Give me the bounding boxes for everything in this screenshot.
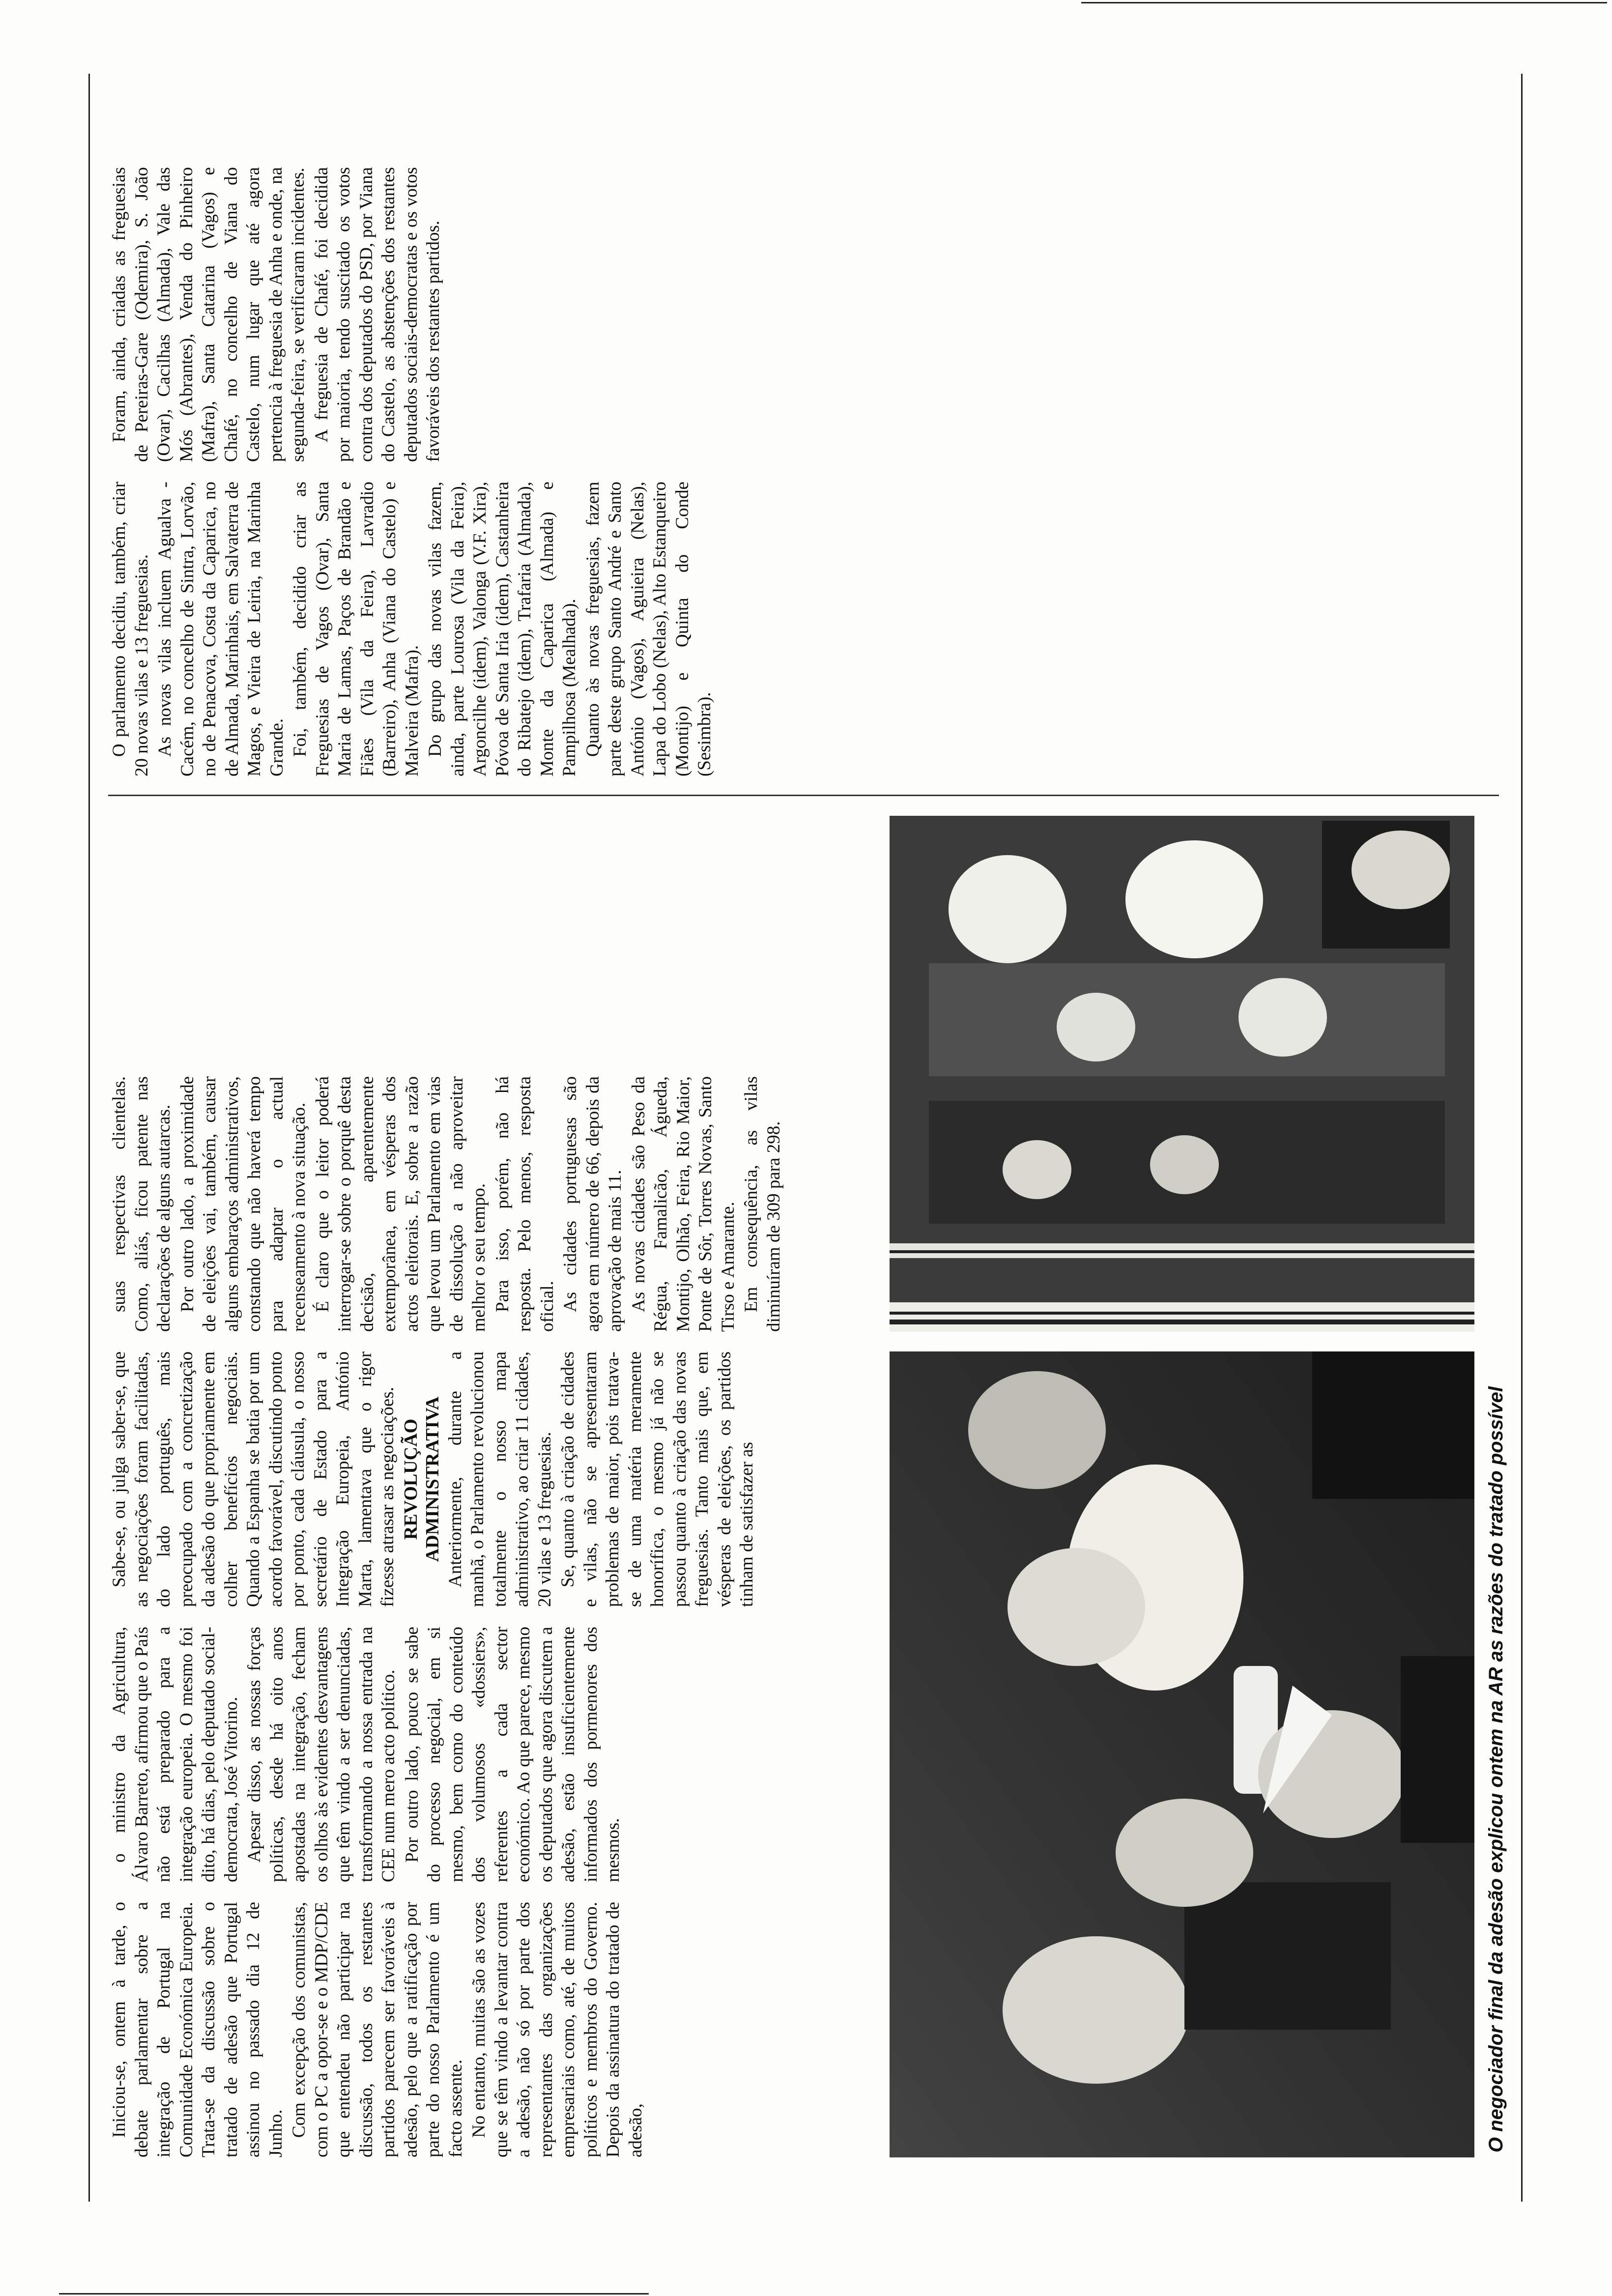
col4-paragraph: suas respectivas clientelas. Como, aliás, ficou patente nas declarações de alguns autarcas. xyxy=(109,1076,174,1332)
col4-paragraph: As cidades portuguesas são agora em número de 66, depois da aprovação de mais 11. xyxy=(560,1076,625,1332)
article-column-4 xyxy=(108,1076,875,1332)
column-divider xyxy=(108,795,1499,796)
article-column-1 xyxy=(108,1902,855,2157)
photo-parliament-right xyxy=(890,816,1474,1332)
col1-paragraph: Iniciou-se, ontem à tarde, o debate parlamentar sobre a integração de Portugal na Comunidade Económica Europeia. Trata-se da discussão sobre o tratado de adesão que Portugal assinou no passado dia 12 de Junho. xyxy=(109,1902,286,2157)
col6-paragraph: A freguesia de Chafé, foi decidida por maioria, tendo suscitado os votos contra dos deputados do PSD, por Viana do Castelo, as abstenções dos restantes deputados sociais-democratas e os votos favoráveis dos restantes partidos. xyxy=(311,167,443,462)
col3-paragraph: Sabe-se, ou julga saber-se, que as negociações foram facilitadas, do lado português, mais preocupado com a concretização da adesão do que propriamente em colher benefícios negociais. Quando a Espanha se batia por um acordo favorável, discutindo ponto por ponto, cada cláusula, o nosso secretário de Estado para a Integração Europeia, António Marta, lamentava que o rigor fizesse atrasar as negociações. xyxy=(109,1351,398,1607)
col5-paragraph: Quanto às novas freguesias, fazem parte deste grupo Santo André e Santo António (Vagos), Aguieira (Nelas), Lapa do Lobo (Nelas), Alto Estanqueiro (Montijo) e Quinta do Conde (Sesimbra). xyxy=(582,482,715,776)
bottom-border-line xyxy=(59,2293,649,2295)
photo-right-image xyxy=(890,816,1474,1332)
photo-caption: O negociador final da adesão explicou ontem na AR as razões do tratado possível xyxy=(1485,1386,1507,2152)
col4-paragraph: Em consequência, as vilas diminuíram de 309 para 298. xyxy=(741,1076,784,1332)
col6-paragraph: Foram, ainda, criadas as freguesias de Pereiras-Gare (Odemira), S. João (Ovar), Cacilhas (Almada), Vale das Mós (Abrantes), Venda do Pinheiro (Mafra), Santa Catarina (Vagos) e Chafé, no concelho de Viana do Castelo, num lugar que até agora pertencia à freguesia de Anha e onde, na segunda-feira, se verificaram incidentes. xyxy=(109,167,308,462)
col5-paragraph: O parlamento decidiu, também, criar 20 novas vilas e 13 freguesias. xyxy=(109,482,152,776)
section-subheading: REVOLUÇÃO ADMINISTRATIVA xyxy=(400,1396,443,1562)
col4-paragraph: É claro que o leitor poderá interrogar-se sobre o porquê desta decisão, aparentemente extemporânea, em vésperas dos actos eleitorais. E, sobre a razão que levou um Parlamento em vias de dissolução a não aproveitar melhor o seu tempo. xyxy=(312,1076,489,1332)
col5-paragraph: As novas vilas incluem Agualva - Cacém, no concelho de Sintra, Lorvão, no de Penacova, Costa da Caparica, no de Almada, Marinhais, em Salvaterra de Magos, e Vieira de Leiria, na Marinha Grande. xyxy=(155,482,287,776)
col3-paragraph: Anteriormente, durante a manhã, o Parlamento revolucionou totalmente o nosso mapa administrativo, ao criar 11 cidades, 20 vilas e 13 freguesias. xyxy=(445,1351,555,1607)
article-column-6 xyxy=(108,167,1504,462)
article-column-3 xyxy=(108,1351,875,1607)
col5-paragraph: Foi, também, decidido criar as Freguesias de Vagos (Ovar), Santa Maria de Lamas, Paços de Brandão e Fiães (Vila da Feira), Lavradio (Barreiro), Anha (Viana do Castelo) e Malveira (Mafra). xyxy=(290,482,422,776)
col2-paragraph: Apesar disso, as nossas forças políticas, desde há oito anos apostadas na integração, fecham os olhos às evidentes desvantagens que têm vindo a ser denunciadas, transformando a nossa entrada na CEE num mero acto político. xyxy=(244,1627,399,1882)
top-border-line xyxy=(1081,2,1607,3)
article-column-2 xyxy=(108,1627,855,1882)
clipping-bottom-rule xyxy=(1521,74,1523,2202)
col5-paragraph: Do grupo das novas vilas fazem, ainda, parte Lourosa (Vila da Feira), Argoncilhe (idem), Valonga (V.F. Xira), Póvoa de Santa Iria (idem), Castanheira do Ribatejo (idem), Trafaria (Almada), Monte da Caparica (Almada) e Pampilhosa (Mealhada). xyxy=(425,482,579,776)
col2-paragraph: o ministro da Agricultura, Álvaro Barreto, afirmou que o País não está preparado para a integração europeia. O mesmo foi dito, há dias, pelo deputado social-democrata, José Vitorino. xyxy=(109,1627,241,1882)
col4-paragraph: As novas cidades são Peso da Régua, Famalicão, Águeda, Montijo, Olhão, Feira, Rio Maior, Ponte de Sôr, Torres Novas, Santo Tirso e Amarante. xyxy=(628,1076,738,1332)
photo-left-image xyxy=(890,1351,1474,2157)
col4-paragraph: Por outro lado, a proximidade de eleições vai, também, causar alguns embaraços administrativos, constando que não haverá tempo para adaptar o actual recenseamento à nova situação. xyxy=(177,1076,309,1332)
newspaper-clipping xyxy=(88,74,1524,2202)
col3-paragraph: Se, quanto à criação de cidades e vilas, não se apresentaram problemas de maior, pois tratava-se de uma matéria meramente honorífica, o mesmo já não se passou quanto à criação das novas freguesias. Tanto mais que, em vésperas de eleições, os partidos tinham de satisfazer as xyxy=(558,1351,757,1607)
article-column-5 xyxy=(108,482,1504,776)
photo-negotiator-left xyxy=(890,1351,1474,2157)
col2-paragraph: Por outro lado, pouco se sabe do processo negocial, em si mesmo, bem como do conteúdo dos volumosos «dossiers», referentes a cada sector económico. Ao que parece, mesmo os deputados que agora discutem a adesão, estão insuficientemente informados dos pormenores dos mesmos. xyxy=(402,1627,623,1882)
col1-paragraph: No entanto, muitas são as vozes que se têm vindo a levantar contra a adesão, não só por parte dos representantes das organizações empresariais como, até, de muitos políticos e membros do Governo. Depois da assinatura do tratado de adesão, xyxy=(469,1902,646,2157)
col4-paragraph: Para isso, porém, não há resposta. Pelo menos, resposta oficial. xyxy=(492,1076,557,1332)
col1-paragraph: Com excepção dos comunistas, com o PC a opor-se e o MDP/CDE que entendeu não participar na discussão, todos os restantes partidos parecem ser favoráveis à adesão, pelo que a ratificação por parte do nosso Parlamento é um facto assente. xyxy=(289,1902,466,2157)
clipping-top-rule xyxy=(88,74,90,2202)
